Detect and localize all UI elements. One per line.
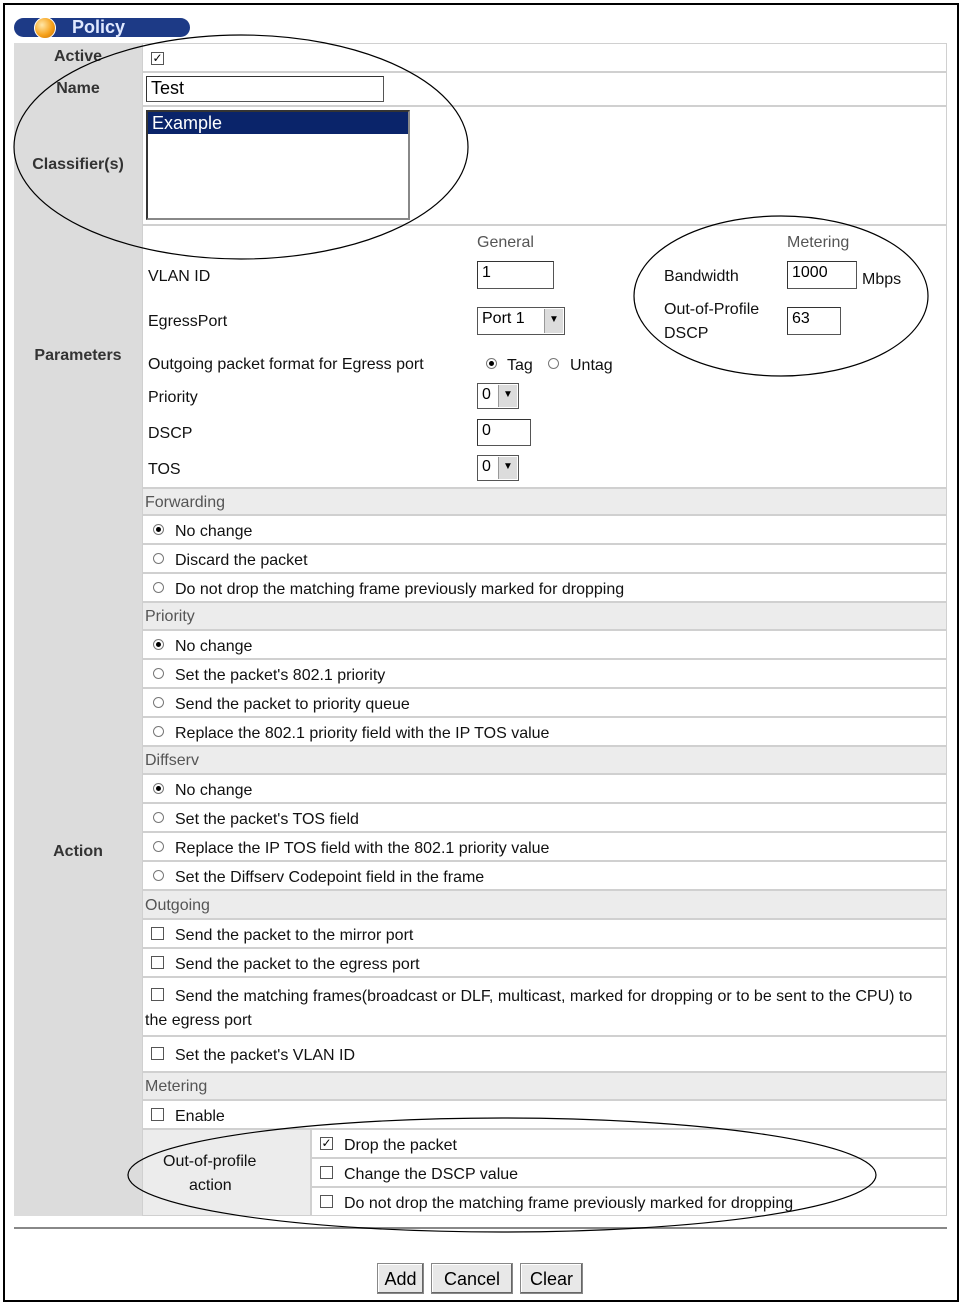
page-title: Policy [72, 17, 126, 37]
metering-enable-row [142, 1100, 947, 1129]
forwarding-do-not-drop-radio[interactable] [153, 582, 164, 593]
diffserv-set-tos-radio[interactable] [153, 812, 164, 823]
priority-header [142, 602, 947, 630]
untag-radio[interactable] [548, 358, 559, 369]
priority-value: 0 [482, 386, 491, 403]
classifiers-listbox[interactable] [146, 110, 410, 220]
priority-replace-tos-radio[interactable] [153, 726, 164, 737]
bandwidth-unit: Mbps [862, 271, 902, 288]
active-label-cell [14, 43, 142, 72]
tos-label: TOS [148, 461, 181, 478]
oop-action-label-line1: Out-of-profile [163, 1153, 257, 1170]
egress-port-label: EgressPort [148, 313, 228, 330]
priority-option-row [142, 688, 947, 717]
tag-label: Tag [507, 357, 533, 374]
bandwidth-input[interactable] [787, 261, 857, 289]
oop-dscp-label-line2: DSCP [664, 325, 709, 342]
diffserv-set-tos-label: Set the packet's TOS field [175, 811, 359, 828]
diffserv-option-row [142, 861, 947, 890]
name-value-cell [142, 72, 947, 106]
tag-radio[interactable] [486, 358, 497, 369]
chevron-down-icon: ▼ [498, 385, 517, 407]
outgoing-format-label: Outgoing packet format for Egress port [148, 356, 424, 373]
untag-label: Untag [570, 357, 613, 374]
metering-header: Metering [787, 234, 850, 251]
classifiers-label-cell [14, 106, 142, 225]
oop-change-dscp-checkbox[interactable] [320, 1166, 333, 1179]
diffserv-set-codepoint-radio[interactable] [153, 870, 164, 881]
outgoing-header-text: Outgoing [145, 897, 210, 914]
priority-no-change-label: No change [175, 638, 253, 655]
name-label: Name [56, 80, 100, 97]
dscp-value: 0 [482, 422, 491, 439]
bandwidth-value: 1000 [792, 264, 828, 281]
priority-option-row [142, 630, 947, 659]
oop-action-row [311, 1129, 947, 1158]
outgoing-option-row [142, 948, 947, 977]
dscp-input[interactable] [477, 419, 531, 446]
priority-option-row [142, 717, 947, 746]
outgoing-egress-checkbox[interactable] [151, 956, 164, 969]
name-label-cell [14, 72, 142, 106]
oop-action-row [311, 1158, 947, 1187]
clear-button[interactable]: Clear [520, 1263, 583, 1294]
outgoing-vlan-checkbox[interactable] [151, 1047, 164, 1060]
oop-dscp-label-line1: Out-of-Profile [664, 301, 760, 318]
outgoing-option-row [142, 1036, 947, 1072]
metering-enable-checkbox[interactable] [151, 1108, 164, 1121]
diffserv-option-row [142, 832, 947, 861]
forwarding-option-row [142, 573, 947, 602]
vlan-id-value: 1 [482, 264, 491, 281]
egress-port-value: Port 1 [482, 310, 525, 327]
classifiers-value-cell [142, 106, 947, 225]
active-label: Active [53, 48, 103, 65]
egress-port-select[interactable] [477, 307, 565, 335]
action-label-cell [14, 488, 142, 1216]
metering-action-header-text: Metering [145, 1078, 208, 1095]
dscp-label: DSCP [148, 425, 193, 442]
diffserv-header-text: Diffserv [145, 752, 199, 769]
outgoing-option-row [142, 919, 947, 948]
outgoing-matching-checkbox[interactable] [151, 988, 164, 1001]
diffserv-no-change-radio[interactable] [153, 783, 164, 794]
priority-no-change-radio[interactable] [153, 639, 164, 650]
vlan-id-label: VLAN ID [148, 268, 211, 285]
priority-set-8021-label: Set the packet's 802.1 priority [175, 667, 386, 684]
oop-action-row [311, 1187, 947, 1216]
forwarding-discard-radio[interactable] [153, 553, 164, 564]
bandwidth-label: Bandwidth [664, 268, 739, 285]
forwarding-discard-label: Discard the packet [175, 552, 308, 569]
chevron-down-icon: ▼ [498, 457, 517, 479]
forwarding-do-not-drop-label: Do not drop the matching frame previously marked for dropping [175, 581, 625, 598]
outgoing-mirror-checkbox[interactable] [151, 927, 164, 940]
orange-ball-icon [34, 17, 56, 39]
diffserv-no-change-label: No change [175, 782, 253, 799]
oop-dscp-input[interactable] [787, 307, 841, 335]
metering-action-header [142, 1072, 947, 1100]
parameters-value-cell [142, 225, 947, 488]
oop-drop-checkbox[interactable]: ✓ [321, 1136, 332, 1150]
forwarding-header-text: Forwarding [145, 494, 226, 511]
oop-action-label-cell [142, 1129, 311, 1216]
name-input-value: Test [151, 78, 185, 98]
diffserv-option-row [142, 803, 947, 832]
priority-queue-radio[interactable] [153, 697, 164, 708]
outgoing-header [142, 890, 947, 919]
outgoing-matching-label-line1: Send the matching frames(broadcast or DLF, multicast, marked for dropping or to be sent to the CPU) to [175, 988, 913, 1005]
forwarding-option-row [142, 544, 947, 573]
active-checkbox[interactable]: ✓ [152, 51, 163, 65]
oop-do-not-drop-checkbox[interactable] [320, 1195, 333, 1208]
oop-drop-label: Drop the packet [344, 1137, 457, 1154]
policy-title-tab [14, 18, 190, 37]
parameters-label-cell [14, 225, 142, 488]
forwarding-no-change-radio[interactable] [153, 524, 164, 535]
footer-divider [14, 1227, 947, 1229]
chevron-down-icon: ▼ [544, 309, 563, 333]
forwarding-no-change-label: No change [175, 523, 253, 540]
tos-select[interactable] [477, 455, 519, 481]
diffserv-replace-tos-radio[interactable] [153, 841, 164, 852]
priority-header-text: Priority [145, 608, 195, 625]
oop-do-not-drop-label: Do not drop the matching frame previously marked for dropping [344, 1195, 794, 1212]
outgoing-mirror-label: Send the packet to the mirror port [175, 927, 414, 944]
cancel-button[interactable]: Cancel [431, 1263, 513, 1294]
name-input[interactable] [146, 76, 384, 102]
diffserv-replace-tos-label: Replace the IP TOS field with the 802.1 priority value [175, 840, 550, 857]
parameters-label: Parameters [34, 347, 122, 364]
forwarding-option-row [142, 515, 947, 544]
oop-change-dscp-label: Change the DSCP value [344, 1166, 519, 1183]
outgoing-egress-label: Send the packet to the egress port [175, 956, 420, 973]
priority-select[interactable] [477, 383, 519, 409]
priority-queue-label: Send the packet to priority queue [175, 696, 410, 713]
metering-enable-label: Enable [175, 1108, 225, 1125]
oop-action-label-line2: action [189, 1177, 232, 1194]
priority-option-row [142, 659, 947, 688]
classifier-item-example[interactable]: Example [148, 112, 408, 134]
oop-dscp-value: 63 [792, 310, 810, 327]
diffserv-header [142, 746, 947, 774]
priority-label: Priority [148, 389, 198, 406]
vlan-id-input[interactable] [477, 261, 554, 289]
priority-set-8021-radio[interactable] [153, 668, 164, 679]
outgoing-vlan-label: Set the packet's VLAN ID [175, 1047, 356, 1064]
outgoing-option-row [142, 977, 947, 1036]
general-header: General [477, 234, 534, 251]
tos-value: 0 [482, 458, 491, 475]
add-button[interactable]: Add [377, 1263, 424, 1294]
outgoing-matching-label-line2: the egress port [145, 1012, 252, 1029]
classifiers-label: Classifier(s) [32, 156, 124, 173]
diffserv-set-codepoint-label: Set the Diffserv Codepoint field in the frame [175, 869, 485, 886]
diffserv-option-row [142, 774, 947, 803]
priority-replace-tos-label: Replace the 802.1 priority field with the IP TOS value [175, 725, 550, 742]
action-label: Action [53, 843, 103, 860]
forwarding-header [142, 488, 947, 515]
active-value-cell [142, 43, 947, 72]
